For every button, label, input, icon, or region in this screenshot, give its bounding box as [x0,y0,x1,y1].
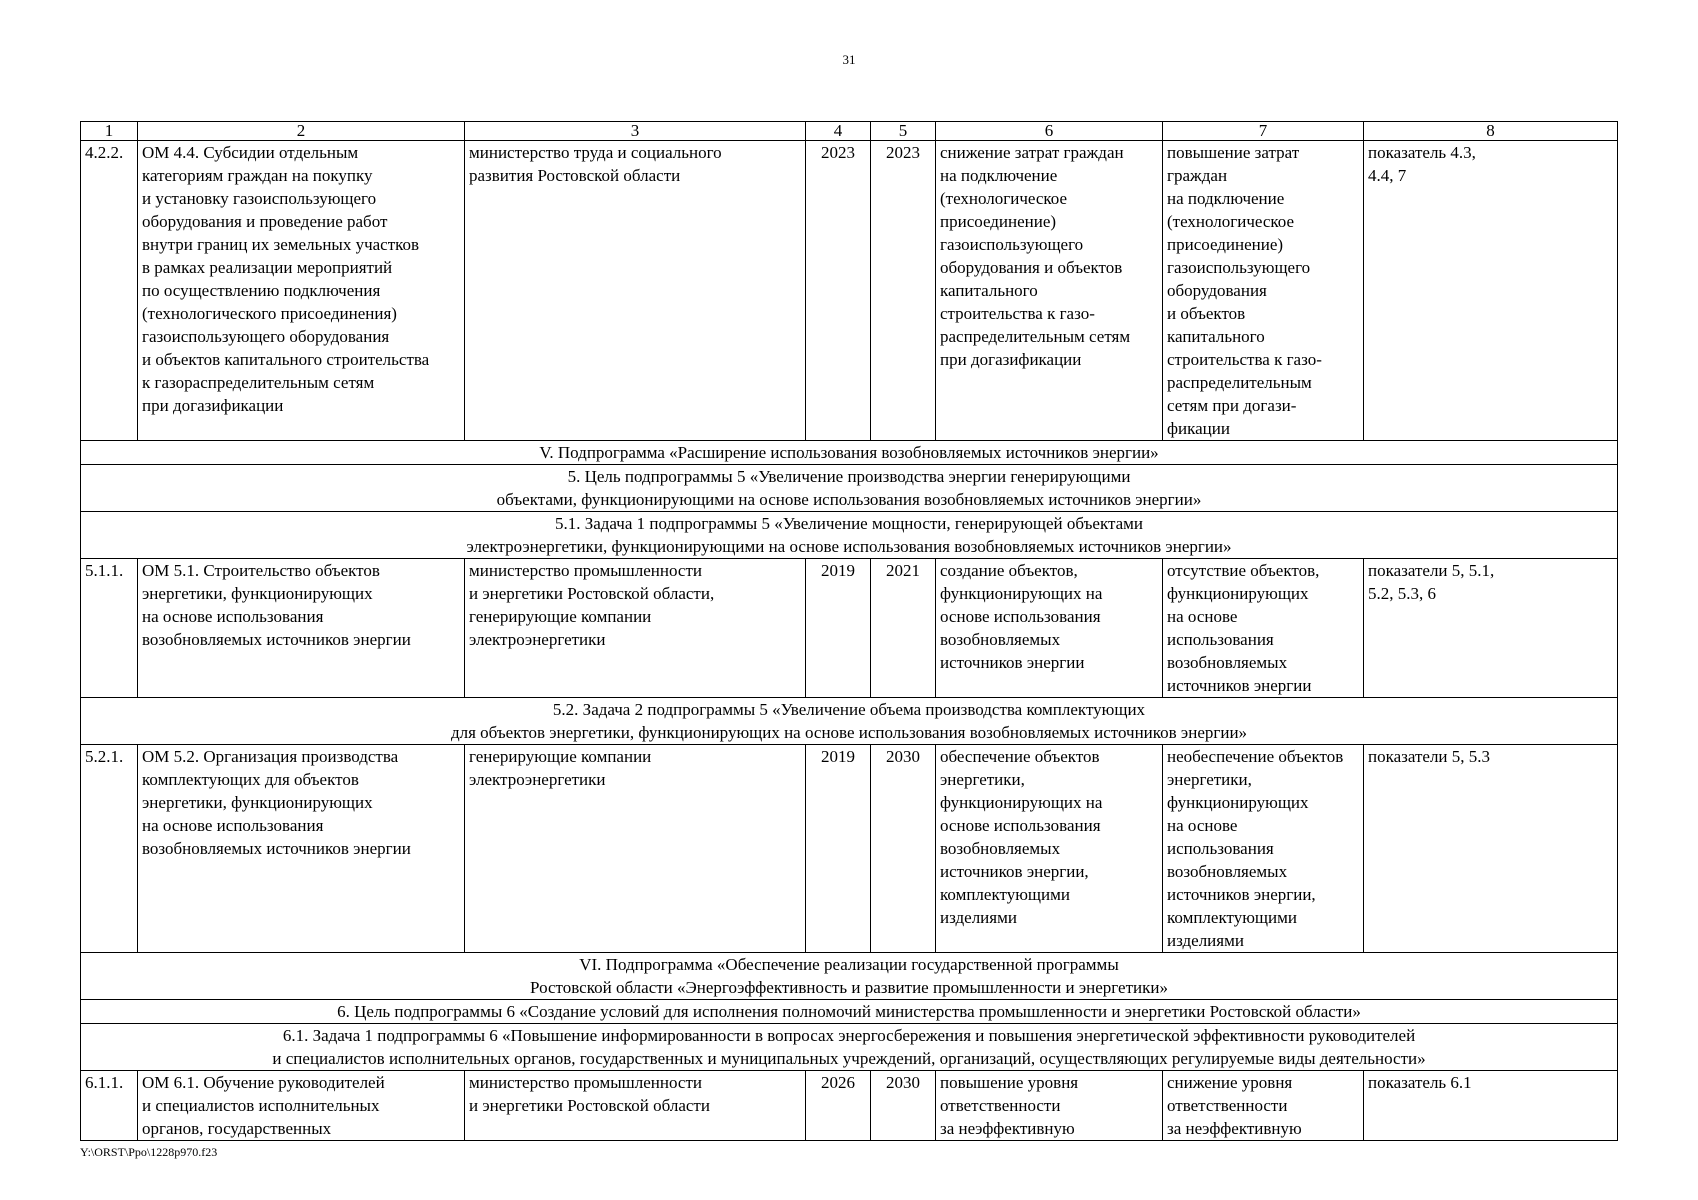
end-year-cell: 2021 [871,559,936,698]
row-number-cell: 6.1.1. [81,1071,138,1141]
expected-result-cell: снижение затрат граждан на подключение (технологическое присоединение) газоиспользующего оборудования и объектов капитального строительства к газо- распределительным сетям при догазификации [936,141,1163,441]
end-year-cell: 2030 [871,1071,936,1141]
executor-cell: министерство промышленности и энергетики Ростовской области [465,1071,806,1141]
row-number-cell: 5.2.1. [81,745,138,953]
end-year-cell: 2023 [871,141,936,441]
section-heading-row [81,465,1618,512]
column-number-header: 5 [871,122,936,141]
table-row [81,141,1618,441]
executor-cell: министерство промышленности и энергетики Ростовской области, генерирующие компании электроэнергетики [465,559,806,698]
table-row [81,1071,1618,1141]
page-number: 31 [842,52,856,67]
footer-file-path: Y:\ORST\Ppo\1228p970.f23 [80,1145,218,1159]
section-heading-row [81,953,1618,1000]
column-number-header-row [81,122,1618,141]
expected-result-cell: повышение уровня ответственности за неэффективную [936,1071,1163,1141]
column-number-header: 6 [936,122,1163,141]
section-heading-row [81,698,1618,745]
section-heading-row [81,512,1618,559]
section-heading: 6.1. Задача 1 подпрограммы 6 «Повышение информированности в вопросах энергосбережения и повышения энергетической эффективности руководителей и специалистов исполнительных органов, государственных и муниципальных учреждений, организаций, осуществляющих регулируемые виды деятельности» [81,1024,1618,1071]
measure-name-cell: ОМ 4.4. Субсидии отдельным категориям граждан на покупку и установку газоиспользующего оборудования и проведение работ внутри границ их земельных участков в рамках реализации мероприятий по осуществлению подключения (технологического присоединения) газоиспользующего оборудования и объектов капитального строительства к газораспределительным сетям при догазификации [138,141,465,441]
non-implementation-consequence-cell: отсутствие объектов, функционирующих на основе использования возобновляемых источников энергии [1163,559,1364,698]
expected-result-cell: создание объектов, функционирующих на основе использования возобновляемых источников энергии [936,559,1163,698]
section-heading: 5.1. Задача 1 подпрограммы 5 «Увеличение мощности, генерирующей объектами электроэнергетики, функционирующими на основе использования возобновляемых источников энергии» [81,512,1618,559]
column-number-header: 4 [806,122,871,141]
start-year-cell: 2026 [806,1071,871,1141]
section-heading: 5.2. Задача 2 подпрограммы 5 «Увеличение объема производства комплектующих для объектов энергетики, функционирующих на основе использования возобновляемых источников энергии» [81,698,1618,745]
non-implementation-consequence-cell: снижение уровня ответственности за неэффективную [1163,1071,1364,1141]
start-year-cell: 2023 [806,141,871,441]
expected-result-cell: обеспечение объектов энергетики, функционирующих на основе использования возобновляемых источников энергии, комплектующими изделиями [936,745,1163,953]
measure-name-cell: ОМ 6.1. Обучение руководителей и специалистов исполнительных органов, государственных [138,1071,465,1141]
section-heading: 6. Цель подпрограммы 6 «Создание условий для исполнения полномочий министерства промышленности и энергетики Ростовской области» [81,1000,1618,1024]
non-implementation-consequence-cell: необеспечение объектов энергетики, функционирующих на основе использования возобновляемых источников энергии, комплектующими изделиями [1163,745,1364,953]
section-heading-row [81,441,1618,465]
start-year-cell: 2019 [806,559,871,698]
indicator-link-cell: показатель 4.3, 4.4, 7 [1364,141,1618,441]
measure-name-cell: ОМ 5.1. Строительство объектов энергетики, функционирующих на основе использования возобновляемых источников энергии [138,559,465,698]
table-body [81,122,1618,1141]
executor-cell: генерирующие компании электроэнергетики [465,745,806,953]
executor-cell: министерство труда и социального развития Ростовской области [465,141,806,441]
indicator-link-cell: показатели 5, 5.3 [1364,745,1618,953]
end-year-cell: 2030 [871,745,936,953]
column-number-header: 8 [1364,122,1618,141]
row-number-cell: 5.1.1. [81,559,138,698]
start-year-cell: 2019 [806,745,871,953]
column-number-header: 2 [138,122,465,141]
section-heading: VI. Подпрограмма «Обеспечение реализации государственной программы Ростовской области «Энергоэффективность и развитие промышленности и энергетики» [81,953,1618,1000]
column-number-header: 1 [81,122,138,141]
indicator-link-cell: показатели 5, 5.1, 5.2, 5.3, 6 [1364,559,1618,698]
measure-name-cell: ОМ 5.2. Организация производства комплектующих для объектов энергетики, функционирующих на основе использования возобновляемых источников энергии [138,745,465,953]
column-number-header: 3 [465,122,806,141]
indicator-link-cell: показатель 6.1 [1364,1071,1618,1141]
section-heading: 5. Цель подпрограммы 5 «Увеличение производства энергии генерирующими объектами, функционирующими на основе использования возобновляемых источников энергии» [81,465,1618,512]
section-heading-row [81,1024,1618,1071]
table-row [81,745,1618,953]
table-row [81,559,1618,698]
section-heading: V. Подпрограмма «Расширение использования возобновляемых источников энергии» [81,441,1618,465]
column-number-header: 7 [1163,122,1364,141]
program-table [80,121,1618,1141]
section-heading-row [81,1000,1618,1024]
row-number-cell: 4.2.2. [81,141,138,441]
non-implementation-consequence-cell: повышение затрат граждан на подключение (технологическое присоединение) газоиспользующего оборудования и объектов капитального строительства к газо- распределительным сетям при догази- фикации [1163,141,1364,441]
